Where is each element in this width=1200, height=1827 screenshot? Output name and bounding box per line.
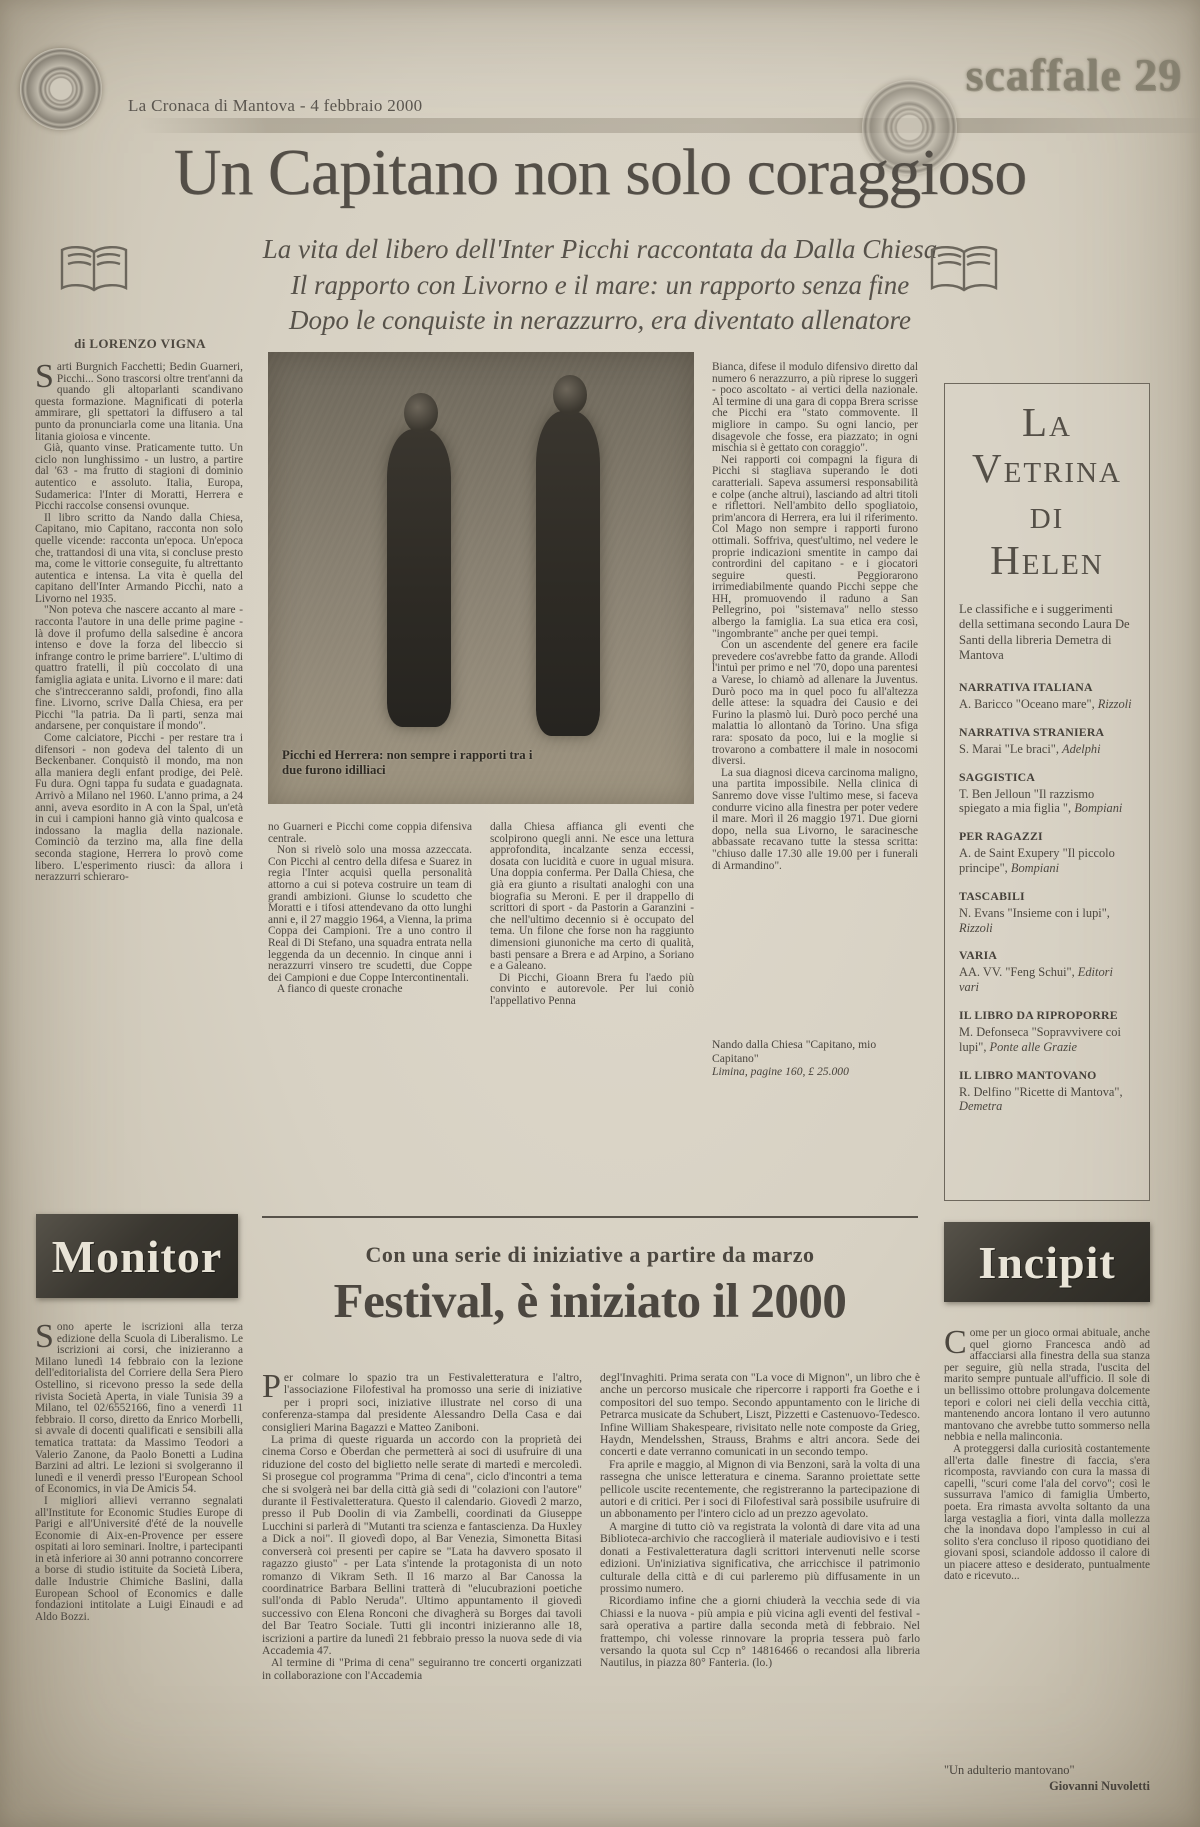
vetrina-publisher: Bompiani xyxy=(1010,860,1060,875)
paragraph: degl'Invaghiti. Prima serata con "La voce di Mignon", un libro che è anche un percorso musicale che ripercorre i rapporti fra Goethe e i compositori del suo tempo. Secondo appuntamento con le liriche di Petrarca musicate da Schubert, Liszt, Pizzetti e Castenuovo-Tedesco. Infine William Shakespeare, rivisitato nelle note composte da Grieg, Haydn, Mendelsshen, Strauss, Brahms e altri ancora. Sede dei concerti e date verranno comunicati in un secondo tempo. xyxy=(600,1372,920,1459)
monitor-title: Monitor xyxy=(51,1230,223,1282)
vetrina-entry xyxy=(959,770,1135,817)
paragraph: Non si rivelò solo una mossa azzeccata. Con Picchi al centro della difesa e Suarez in regia l'Inter acquisì quella personalità attorno a cui si poteva costruire un team di grandi ambizioni. Giunse lo scudetto che Moratti e i tifosi attendevano da otto lunghi anni e, il 27 maggio 1964, a Vienna, la prima Coppa dei Campioni. Tre a uno contro il Real di Di Stefano, una squadra entrata nella leggenda da un decennio. In cinque anni i nerazzurri vinsero tre scudetti, due Coppe dei Campioni e due Coppe Intercontinentali. xyxy=(268,844,472,984)
subhead-line-2: Il rapporto con Livorno e il mare: un rapporto senza fine xyxy=(290,269,910,300)
paragraph: Di Picchi, Gioann Brera fu l'aedo più convinto e autorevole. Per lui coniò l'appellativo Penna xyxy=(490,971,694,1007)
paragraph: Nei rapporti coi compagni la figura di Picchi si stagliava superando le doti caratteriali. Sapeva assumersi responsabilità e colpe (anche altrui), lasciando ad altri titoli e riflettori. Nell'ambito dello spogliatoio, prim'ancora di Herrera, era lui il riferimento. Col Mago non sempre i rapporti furono ottimali. Soffriva, quest'ultimo, nel vedere le proprie indicazioni smentite in campo dai contrordini del capitano - e i giocatori seguire questi. Peggiorarono irrimediabilmente quando Picchi seppe che HH, promuovendo il raduno a San Pellegrino, poi "sistemava" nello stesso albergo la famiglia. La sua etica era così, "ingombrante" anche per quei tempi. xyxy=(712,453,918,640)
paragraph: Già, quanto vinse. Praticamente tutto. Un ciclo non lunghissimo - un lustro, a partire dal '63 - ma frutto di stagioni di dominio autentico e assoluto. Italia, Europa, Sudamerica: l'Inter di Moratti, Herrera e Picchi raccolse consensi ovunque. xyxy=(35,442,243,513)
paragraph: Fra aprile e maggio, al Mignon di via Benzoni, sarà la volta di una rassegna che unisce letteratura e cinema. Saranno proiettate sette pellicole uscite recentemente, che registreranno la partecipazione di autori e di critici. Per i soci di Filofestival sarà possibile usufruire di un abbonamento per l'intero ciclo ad un prezzo agevolato. xyxy=(600,1457,920,1521)
vetrina-entry xyxy=(959,829,1135,876)
vetrina-category: IL LIBRO MANTOVANO xyxy=(959,1067,1097,1082)
vetrina-category: SAGGISTICA xyxy=(959,769,1036,784)
newspaper-seal-logo xyxy=(20,48,102,130)
vetrina-book: A. Baricco "Oceano mare", Rizzoli xyxy=(959,697,1132,711)
paragraph: A margine di tutto ciò va registrata la volontà di dare vita ad una Biblioteca-archivio che raccoglierà il materiale audiovisivo e i testi donati a Festivaletteratura dagli scrittori intervenuti nelle scorse edizioni. Un'iniziativa significativa, che arricchisce il patrimonio culturale della città e di cui parleremo più diffusamente in un prossimo numero. xyxy=(600,1519,920,1595)
vetrina-category: PER RAGAZZI xyxy=(959,829,1043,844)
open-book-icon xyxy=(928,244,1000,296)
vetrina-publisher: Bompiani xyxy=(1074,801,1123,816)
subhead-line-1: La vita del libero dell'Inter Picchi raccontata da Dalla Chiesa xyxy=(262,234,938,264)
paragraph: dalla Chiesa affianca gli eventi che scolpirono quegli anni. Ne esce una lettura approfondita, incalzante senza eccessi, dosata con lucidità e cuore in ugual misura. Una doppia conferma. Per Dalla Chiesa, che già era giunto a risultati analoghi con una biografia su Meroni. E per il drappello di scrittori di sport - da Pastorin a Garanzini - che nell'ultimo decennio si è occupato del tema. Un filone che forse non ha raggiunto dimensioni giunoniche ma certo di qualità, basti pensare a Brera e ad Arpino, a Soriano e a Galeano. xyxy=(490,822,694,973)
paragraph: A fianco di queste cronache xyxy=(277,983,403,996)
article-photo-picchi-herrera xyxy=(268,352,694,804)
open-book-icon xyxy=(58,244,130,296)
vetrina-title-line: La xyxy=(1022,399,1072,445)
monitor-section-header xyxy=(36,1214,238,1298)
book-credit-publisher: Limina, pagine 160, £ 25.000 xyxy=(712,1065,849,1078)
vetrina-book: M. Defonseca "Sopravvivere coi lupi", Ponte alle Grazie xyxy=(959,1024,1121,1054)
vetrina-publisher: Editori vari xyxy=(959,965,1113,995)
drop-cap: S xyxy=(35,362,54,395)
vetrina-category: NARRATIVA ITALIANA xyxy=(959,680,1093,694)
article-column-4 xyxy=(712,362,918,1022)
incipit-credit xyxy=(944,1762,1150,1794)
vetrina-category: NARRATIVA STRANIERA xyxy=(959,724,1105,739)
vetrina-publisher: Rizzoli xyxy=(1097,697,1132,711)
paragraph: Ricordiamo infine che a giorni chiuderà la vecchia sede di via Chiassi e la nuova - più ampia e più vicina agli eventi del festival - sarà operativa a partire dalla seconda metà di febbraio. Nel frattempo, chi volesse rinnovare la propria tessera può farlo versando la quota sul Ccp n° 14816466 o recandosi alla libreria Nautilus, in piazza 80° Fanteria. (lo.) xyxy=(600,1594,920,1670)
drop-cap: P xyxy=(262,1372,281,1405)
paragraph: no Guarneri e Picchi come coppia difensiva centrale. xyxy=(268,822,472,845)
paragraph: Bianca, difese il modulo difensivo diretto dal numero 6 nerazzurro, a più riprese lo suggerì - poco ascoltato - ai vertici della nazionale. Al termine di una gara di coppa Brera scrisse che Picchi era "stato commovente. Il migliore in campo. Su ogni lancio, per disagevole che fosse, era piazzato; in ogni mischia si è gettato con coraggio". xyxy=(712,362,918,455)
article-headline: Un Capitano non solo coraggioso xyxy=(173,136,1027,209)
incipit-credit-title: "Un adulterio mantovano" xyxy=(944,1763,1075,1777)
paragraph: Per colmare lo spazio tra un Festivaletteratura e l'altro, l'associazione Filofestival ha promosso una serie di iniziative per i propri soci, iniziative illustrate nel corso di una conferenza-stampa dal presidente Alessandro Della Casa e dai consiglieri Marina Bagazzi e Matteo Zaniboni. xyxy=(262,1372,582,1434)
incipit-section-header xyxy=(944,1222,1150,1302)
drop-cap: S xyxy=(35,1322,54,1355)
vetrina-publisher: Demetra xyxy=(959,1099,1003,1114)
section-divider-rule xyxy=(262,1216,918,1218)
subhead-line-3: Dopo le conquiste in nerazzurro, era diventato allenatore xyxy=(289,305,911,336)
incipit-column xyxy=(944,1328,1150,1748)
vetrina-entry xyxy=(959,680,1135,712)
section-label: scaffale 29 xyxy=(965,49,1182,100)
paragraph: "Non poteva che nascere accanto al mare - racconta l'autore in una delle prime pagine - là dove il profumo della salsedine è ancora intenso e dove la forza del libeccio si infrange contro le prime barriere". L'ultimo di quattro fratelli, il più coccolato di una famiglia agiata e unita. Livorno e il mare: dati che s'intrecceranno saldi, profondi, fino alla fine. Livorno, scrive Dalla Chiesa, era per Picchi "la patria. Da lì parti, senza mai andarsene, per conquistare il mondo". xyxy=(35,604,243,733)
vetrina-intro: Le classifiche e i suggerimenti della settimana secondo Laura De Santi della libreria Demetra di Mantova xyxy=(959,601,1130,663)
vetrina-entry xyxy=(959,1008,1135,1055)
vetrina-book: S. Marai "Le braci", Adelphi xyxy=(959,741,1101,756)
vetrina-publisher: Rizzoli xyxy=(959,920,993,935)
vetrina-book: T. Ben Jelloun "Il razzismo spiegato a mia figlia ", Bompiani xyxy=(959,786,1123,816)
photo-figure-head xyxy=(404,393,438,434)
paragraph: Sarti Burgnich Facchetti; Bedin Guarneri, Picchi... Sono trascorsi oltre trent'anni da quando gli altoparlanti scandivano questa formazione. Magnificati di poterla ammirare, gli spettatori la diffusero a tal punto da pronunciarla come una litania. Una litania gioiosa e vincente. xyxy=(35,362,243,443)
book-credit-title: Nando dalla Chiesa "Capitano, mio Capitano" xyxy=(712,1038,877,1065)
incipit-title: Incipit xyxy=(978,1236,1116,1288)
book-credit xyxy=(712,1038,918,1079)
vetrina-title-line: Helen xyxy=(990,536,1104,583)
photo-figure-picchi xyxy=(536,411,600,736)
vetrina-publisher: Ponte alle Grazie xyxy=(989,1039,1077,1054)
paragraph: Come per un gioco ormai abituale, anche quel giorno Francesca andò ad affacciarsi alla finestra della sua stanza per seguire, giù nella strada, l'uscita del marito sempre puntuale all'ufficio. Il sole di un bellissimo ottobre prolungava dolcemente tepori e colori nei cieli della vecchia città, mantenendo ancora lontano il vero autunno mantovano che avrebbe tutto sommerso nella nebbia e nella malinconia. xyxy=(944,1328,1150,1444)
article-column-2 xyxy=(268,822,472,1122)
photo-figure-head xyxy=(553,375,587,416)
paragraph: Al termine di "Prima di cena" seguiranno tre concerti organizzati in collaborazione con l'Accademia xyxy=(262,1656,582,1682)
vetrina-sidebar xyxy=(944,383,1150,1201)
paragraph: Con un ascendente del genere era facile prevedere cos'avrebbe fatto da grande. Allodi l'intuì per primo e nel '70, dopo una parentesi a Varese, lo chiamò ad allenare la Juventus. Durò poco ma in quel poco fu all'altezza delle attese: la squadra dei Causio e dei Furino la plasmò lui. Durò poco perché una malattia lo allontanò da Torino. Una sfiga rara: sposato da poco, lui e la moglie si trovarono a combattere il male in nosocomi diversi. xyxy=(712,639,918,768)
vetrina-title xyxy=(959,400,1135,584)
festival-column-2 xyxy=(600,1372,920,1812)
scan-artifact-bar xyxy=(140,118,1200,133)
monitor-column xyxy=(35,1322,243,1812)
paragraph: I migliori allievi verranno segnalati all'Institute for Economic Studies Europe di Parigi e all'Université d'été de la nouvelle Economie di Aix-en-Provence per essere ospitati ai loro seminari. Inoltre, i partecipanti in età inferiore ai 30 anni potranno concorrere a borse di studio istituite da Società Libera, dalle Industrie Chimiche Baslini, dalla European School of Economics e dalle fondazioni intitolate a Luigi Einaudi e ad Aldo Bozzi. xyxy=(35,1494,243,1623)
paragraph: La prima di queste riguarda un accordo con la proprietà dei cinema Corso e Oberdan che permetterà ai soci di usufruire di una riduzione del costo del biglietto nelle serate di martedì e mercoledì. Si prosegue col programma "Prima di cena", ciclo d'incontri a tema che si svolgerà nei bar della città già sedi di "colazioni con l'autore" durante il Festivaletteratura. Questo il calendario. Giovedì 2 marzo, presso il Pub Doolin di via Zambelli, coordinati da Giuseppe Lucchini si parlerà di "Mutanti tra scienza e fantascienza. Da Huxley a Dick a noi". Il giovedì dopo, al Bar Venezia, Simonetta Bitasi converserà coi presenti per capire se "Lata ha davvero sposato il ragazzo giusto" - per Lata s'intende la protagonista di un noto romanzo di Vikram Seth. Il 16 marzo al Bar Canossa la coordinatrice Barbara Bellini tratterà di "elucubrazioni poetiche sull'onda di Pablo Neruda". Ultimo appuntamento il giovedì successivo con Elena Ronconi che divagherà su Borges dai tavoli del Bar Teatro Sociale. Tutti gli incontri inizieranno alle 18, iscrizioni a partire da lunedì 21 febbraio presso la nuova sede di via Accademia 47. xyxy=(262,1433,582,1657)
paragraph: Sono aperte le iscrizioni alla terza edizione della Scuola di Liberalismo. Le iscrizioni ai corsi, che inizieranno a Milano lunedì 14 febbraio con la lezione dell'editorialista del Corriere della Sera Piero Ostellino, si ricevono presso la sede della rivista Società Aperta, in viale Tunisia 39 a Milano, tel 02/6552166, fino a venerdì 11 febbraio. Il corso, diretto da Enrico Morbelli, si avvale di docenti qualificati e sensibili alla tematica trattata: da Massimo Teodori a Valerio Zanone, da Paolo Bonetti a Ludina Barzini ad altri. Le lezioni si svolgeranno il lunedì e il venerdì presso l'European School of Economics, in via De Amicis 54. xyxy=(35,1322,243,1496)
photo-figure-herrera xyxy=(387,429,451,727)
vetrina-category: VARIA xyxy=(959,948,998,963)
vetrina-book: AA. VV. "Feng Schui", Editori vari xyxy=(959,965,1113,995)
festival-column-1 xyxy=(262,1372,582,1812)
vetrina-entry xyxy=(959,725,1135,757)
festival-headline: Festival, è iniziato il 2000 xyxy=(333,1273,847,1328)
article-column-3 xyxy=(490,822,694,1122)
vetrina-category: TASCABILI xyxy=(959,888,1025,903)
vetrina-book: A. de Saint Exupery "Il piccolo principe", Bompiani xyxy=(959,846,1115,875)
vetrina-entry xyxy=(959,1068,1135,1115)
photo-caption: Picchi ed Herrera: non sempre i rapporti tra i due furono idilliaci xyxy=(282,748,533,777)
vetrina-book: R. Delfino "Ricette di Mantova", Demetra xyxy=(959,1084,1123,1114)
byline: di LORENZO VIGNA xyxy=(74,336,206,351)
vetrina-entry xyxy=(959,948,1135,995)
article-column-1 xyxy=(35,362,243,1144)
vetrina-publisher: Adelphi xyxy=(1062,741,1101,756)
festival-kicker: Con una serie di iniziative a partire da marzo xyxy=(365,1242,815,1267)
incipit-credit-author: Giovanni Nuvoletti xyxy=(1049,1779,1150,1793)
paragraph: La sua diagnosi diceva carcinoma maligno, una partita impossibile. Nella clinica di Sanremo dove visse l'ultimo mese, si faceva condurre vicino alla finestra per poter vedere il mare. Morì il 26 maggio 1971. Due giorni dopo, nella sua Livorno, le saracinesche abbassate recavano tutte la stessa scritta: "chiuso dalle 17.30 alle 19.00 per i funerali di Armandino". xyxy=(712,766,918,872)
vetrina-entry xyxy=(959,889,1135,936)
paragraph: Come calciatore, Picchi - per restare tra i difensori - non godeva del talento di un Beckenbaner. Conquistò il mondo, ma non alla maniera degli enfant prodige, dei Pelè. Fu dura. Ogni tappa fu sudata e guadagnata. Arrivò a Milano nel 1960. L'anno prima, a 24 anni, aveva esordito in A con la Spal, un'età in cui i campioni hanno già vinto qualcosa e indossano la maglia della nazionale. Cominciò da terzino ma, alla fine della seconda stagione, Herrera lo provò come libero. L'esperimento riuscì: da allora i nerazzurri schieraro- xyxy=(35,732,243,884)
drop-cap: C xyxy=(944,1328,967,1361)
masthead: La Cronaca di Mantova - 4 febbraio 2000 xyxy=(128,96,423,115)
vetrina-book: N. Evans "Insieme con i lupi", Rizzoli xyxy=(959,905,1110,935)
vetrina-title-line: Vetrina xyxy=(972,444,1122,491)
vetrina-category: IL LIBRO DA RIPROPORRE xyxy=(959,1007,1118,1022)
paragraph: Il libro scritto da Nando dalla Chiesa, Capitano, mio Capitano, racconta non solo quelle vicende: racconta un'epoca. Un'epoca che, trattandosi di una vita, si concluse presto ma, come le vittorie conseguite, fu altrettanto autentica e intensa. La vita è quella del capitano dell'Inter Armando Picchi, nato a Livorno nel 1935. xyxy=(35,511,243,605)
paragraph: A proteggersi dalla curiosità costantemente all'erta dalle finestre di faccia, s'era ricomposta, ravviando con cura la massa di capelli, "scuri come l'ala del corvo"; così le sussurrava l'amico di famiglia Umberto, poeta. Era rimasta avvolta soltanto da una larga vestaglia a fiori, vinta dalla mollezza che la inondava dopo l'amplesso in cui al solito s'era concluso il riposo quotidiano dei giovani sposi, sciandole addosso il calore di un piacere atteso e desiderato, puntualmente dato e ricevuto... xyxy=(944,1442,1150,1583)
vetrina-title-line: di xyxy=(1029,490,1065,537)
